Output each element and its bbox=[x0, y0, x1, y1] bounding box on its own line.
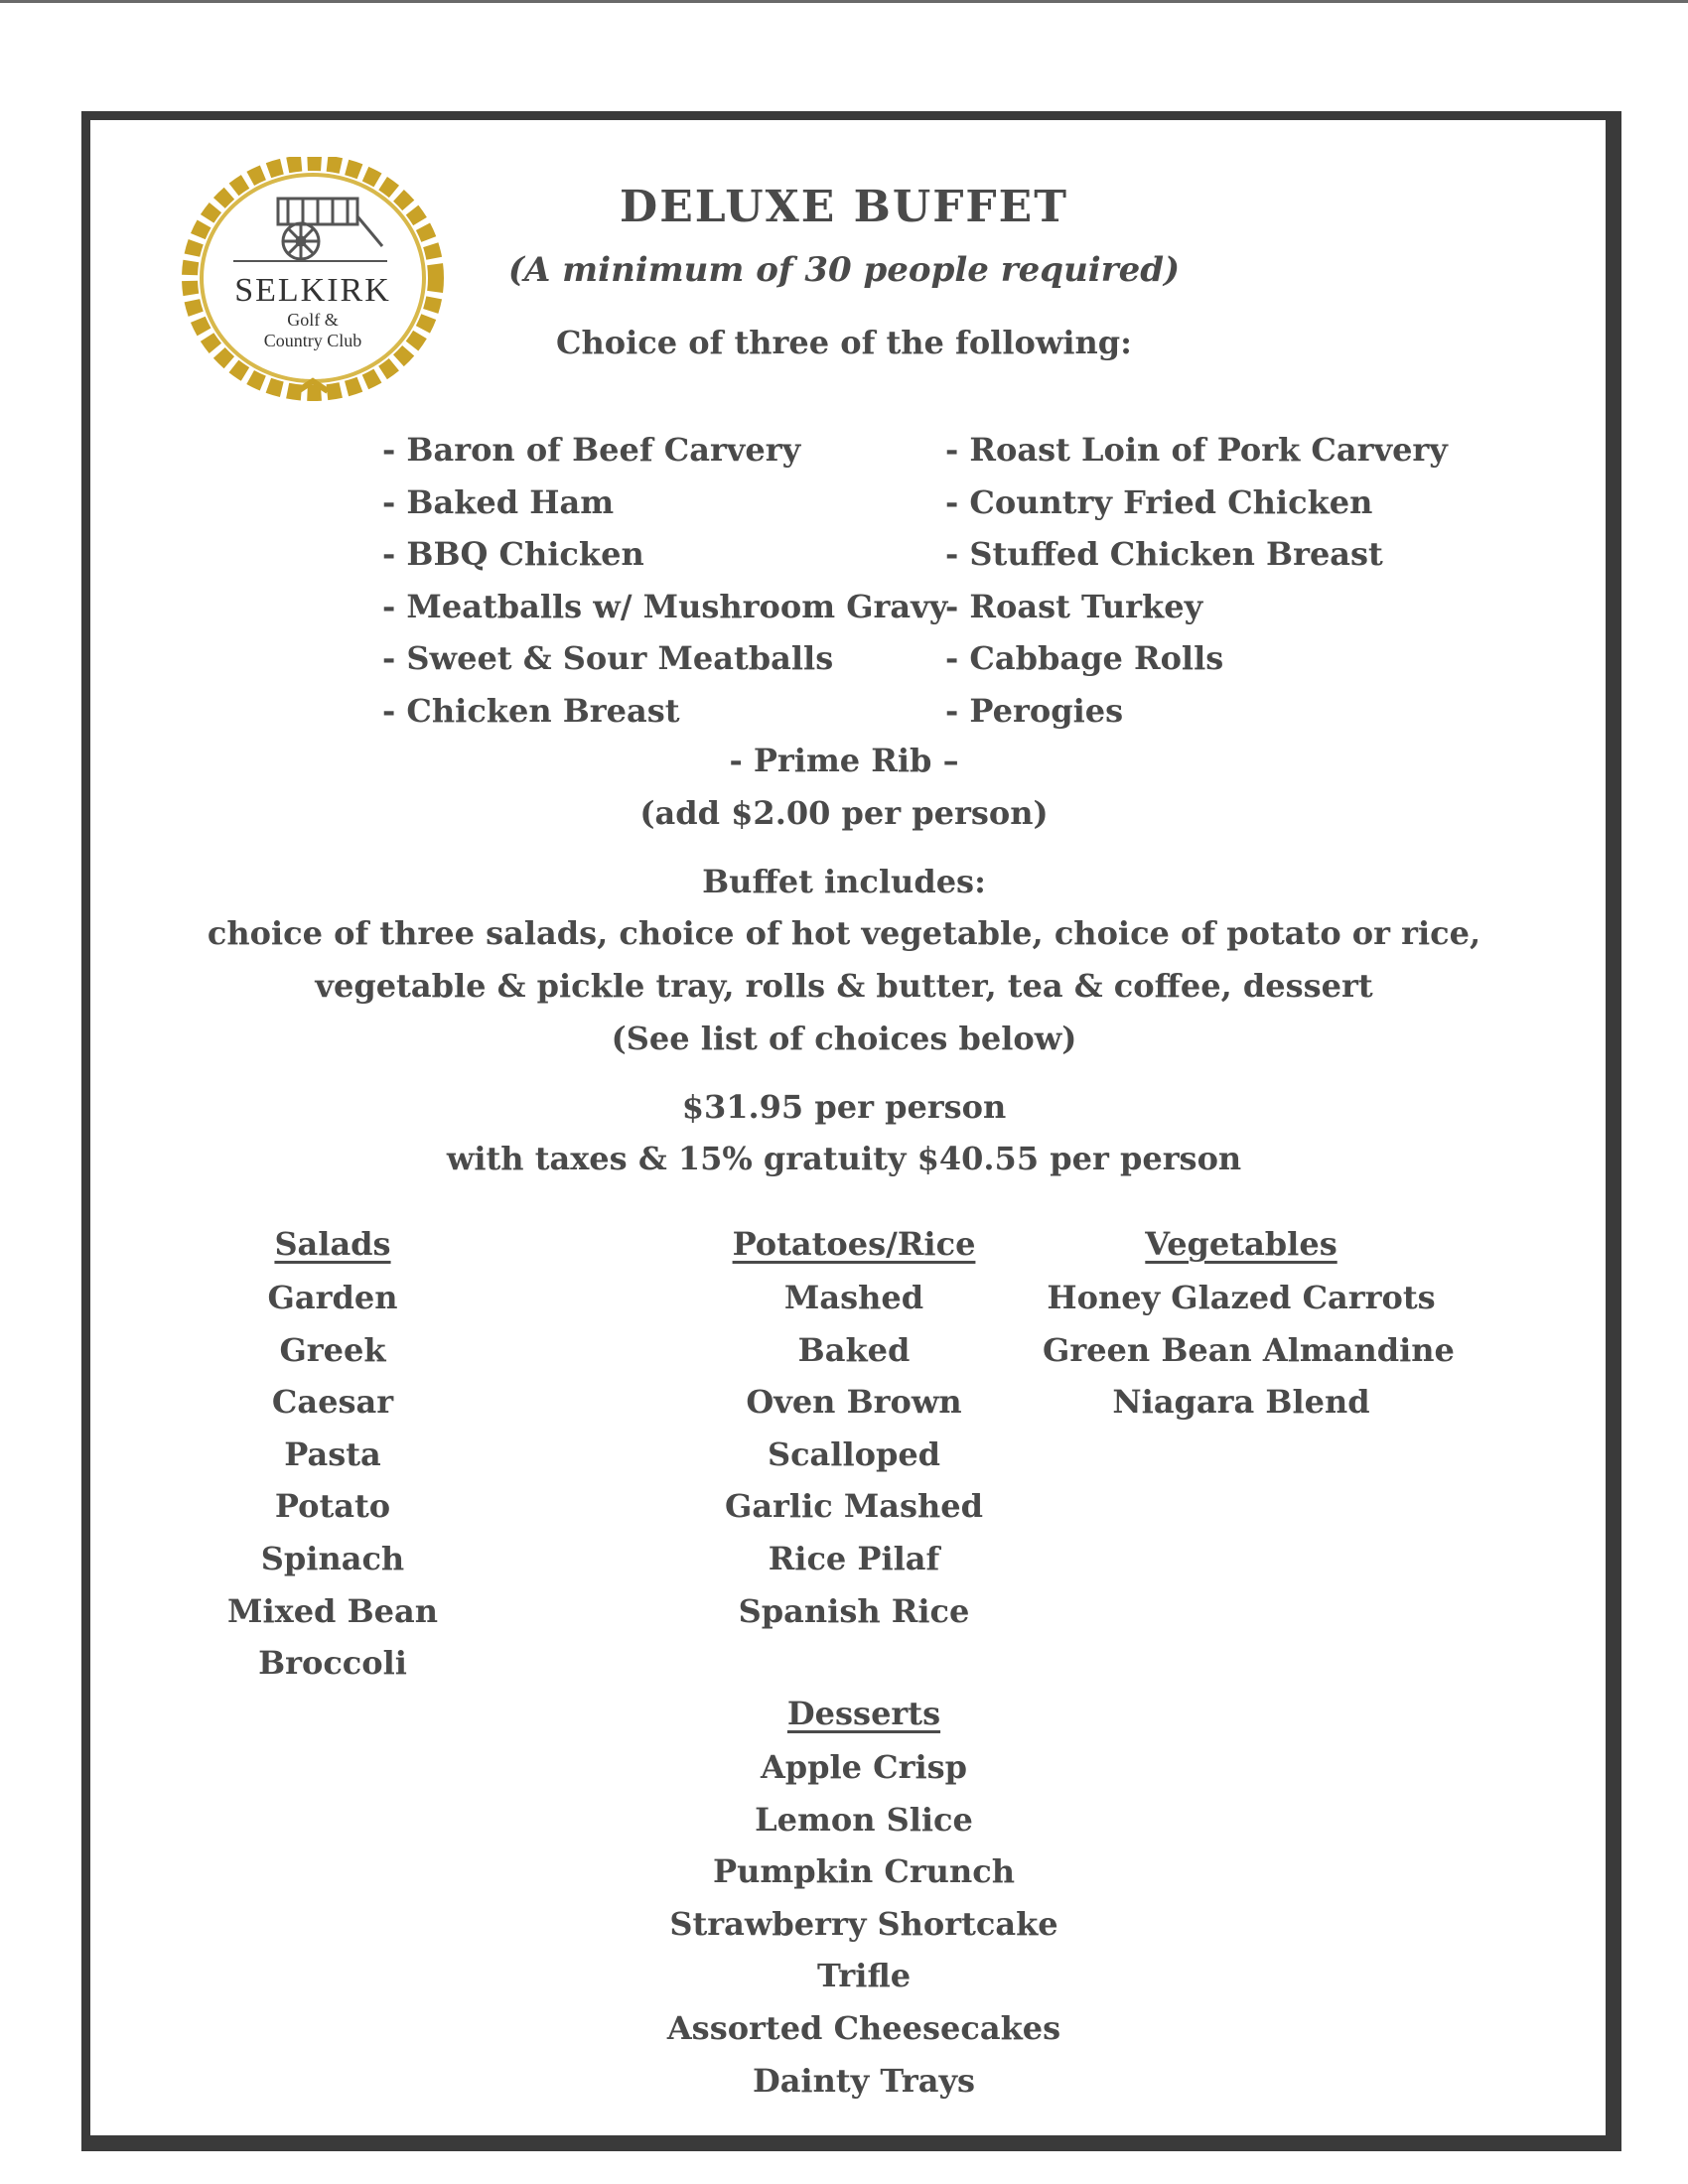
list-item: Mixed Bean bbox=[227, 1591, 438, 1630]
entree-list-right bbox=[945, 424, 1448, 738]
logo-name: SELKIRK bbox=[234, 272, 391, 309]
list-item: Mashed bbox=[783, 1279, 924, 1316]
list-item: Trifle bbox=[816, 1957, 912, 1995]
list-item: Garlic Mashed bbox=[724, 1487, 984, 1526]
choice-instruction: Choice of three of the following: bbox=[556, 324, 1132, 361]
list-item: Green Bean Almandine bbox=[1043, 1330, 1455, 1369]
list-item: Spinach bbox=[260, 1539, 405, 1577]
list-item: Lemon Slice bbox=[755, 1800, 973, 1839]
list-item: - Chicken Breast bbox=[382, 691, 680, 730]
page-title: DELUXE BUFFET bbox=[620, 182, 1068, 232]
list-item: - Baron of Beef Carvery bbox=[382, 431, 801, 469]
list-item: - Baked Ham bbox=[382, 482, 615, 521]
list-item: Scalloped bbox=[767, 1434, 941, 1473]
price-with-taxes: with taxes & 15% gratuity $40.55 per person bbox=[446, 1140, 1242, 1177]
list-item: - Meatballs w/ Mushroom Gravy bbox=[382, 587, 948, 625]
list-item: Dainty Trays bbox=[752, 2061, 976, 2100]
includes-line-1: choice of three salads, choice of hot vegetable, choice of potato or rice, bbox=[207, 914, 1481, 952]
includes-heading: Buffet includes: bbox=[702, 863, 986, 900]
scan-edge-line bbox=[0, 0, 1688, 3]
vegetables-list bbox=[1043, 1272, 1455, 1429]
prime-rib-surcharge: (add $2.00 per person) bbox=[639, 794, 1049, 832]
list-item: Strawberry Shortcake bbox=[669, 1904, 1058, 1943]
prime-rib-option: - Prime Rib – bbox=[729, 742, 959, 779]
list-item: Baked bbox=[797, 1330, 911, 1369]
list-item: Niagara Blend bbox=[1112, 1383, 1370, 1422]
desserts-list bbox=[645, 1741, 1082, 2107]
logo-line1: Golf & bbox=[287, 310, 339, 330]
vegetables-heading: Vegetables bbox=[1145, 1225, 1337, 1263]
list-item: Honey Glazed Carrots bbox=[1047, 1279, 1436, 1316]
desserts-heading: Desserts bbox=[786, 1695, 941, 1732]
salads-heading: Salads bbox=[274, 1225, 391, 1263]
list-item: - Sweet & Sour Meatballs bbox=[382, 639, 834, 678]
minimum-requirement: (A minimum of 30 people required) bbox=[507, 250, 1181, 290]
list-item: - BBQ Chicken bbox=[382, 535, 644, 574]
list-item: - Cabbage Rolls bbox=[945, 639, 1224, 678]
list-item: Greek bbox=[279, 1330, 386, 1369]
potatoes-heading: Potatoes/Rice bbox=[732, 1225, 976, 1263]
list-item: Caesar bbox=[271, 1383, 394, 1422]
list-item: Broccoli bbox=[258, 1644, 407, 1683]
includes-line-2: vegetable & pickle tray, rolls & butter, tea & coffee, dessert bbox=[315, 967, 1373, 1005]
entree-list-left bbox=[382, 424, 947, 738]
logo-line2: Country Club bbox=[263, 331, 362, 350]
list-item: Assorted Cheesecakes bbox=[666, 2008, 1061, 2047]
list-item: Rice Pilaf bbox=[768, 1539, 940, 1577]
price-per-person: $31.95 per person bbox=[681, 1088, 1007, 1126]
list-item: - Country Fried Chicken bbox=[945, 482, 1373, 521]
list-item: Potato bbox=[274, 1487, 391, 1526]
list-item: - Stuffed Chicken Breast bbox=[945, 535, 1383, 574]
list-item: Pumpkin Crunch bbox=[713, 1852, 1015, 1891]
list-item: Garden bbox=[267, 1279, 398, 1316]
list-item: - Roast Turkey bbox=[945, 587, 1203, 625]
list-item: Oven Brown bbox=[746, 1383, 962, 1422]
potatoes-list bbox=[695, 1272, 1013, 1637]
includes-line-3: (See list of choices below) bbox=[611, 1020, 1077, 1057]
list-item: Pasta bbox=[284, 1434, 381, 1473]
list-item: - Roast Loin of Pork Carvery bbox=[945, 431, 1448, 469]
list-item: Apple Crisp bbox=[760, 1748, 968, 1786]
list-item: Spanish Rice bbox=[738, 1591, 970, 1630]
list-item: - Perogies bbox=[945, 691, 1124, 730]
salads-list bbox=[189, 1272, 477, 1690]
